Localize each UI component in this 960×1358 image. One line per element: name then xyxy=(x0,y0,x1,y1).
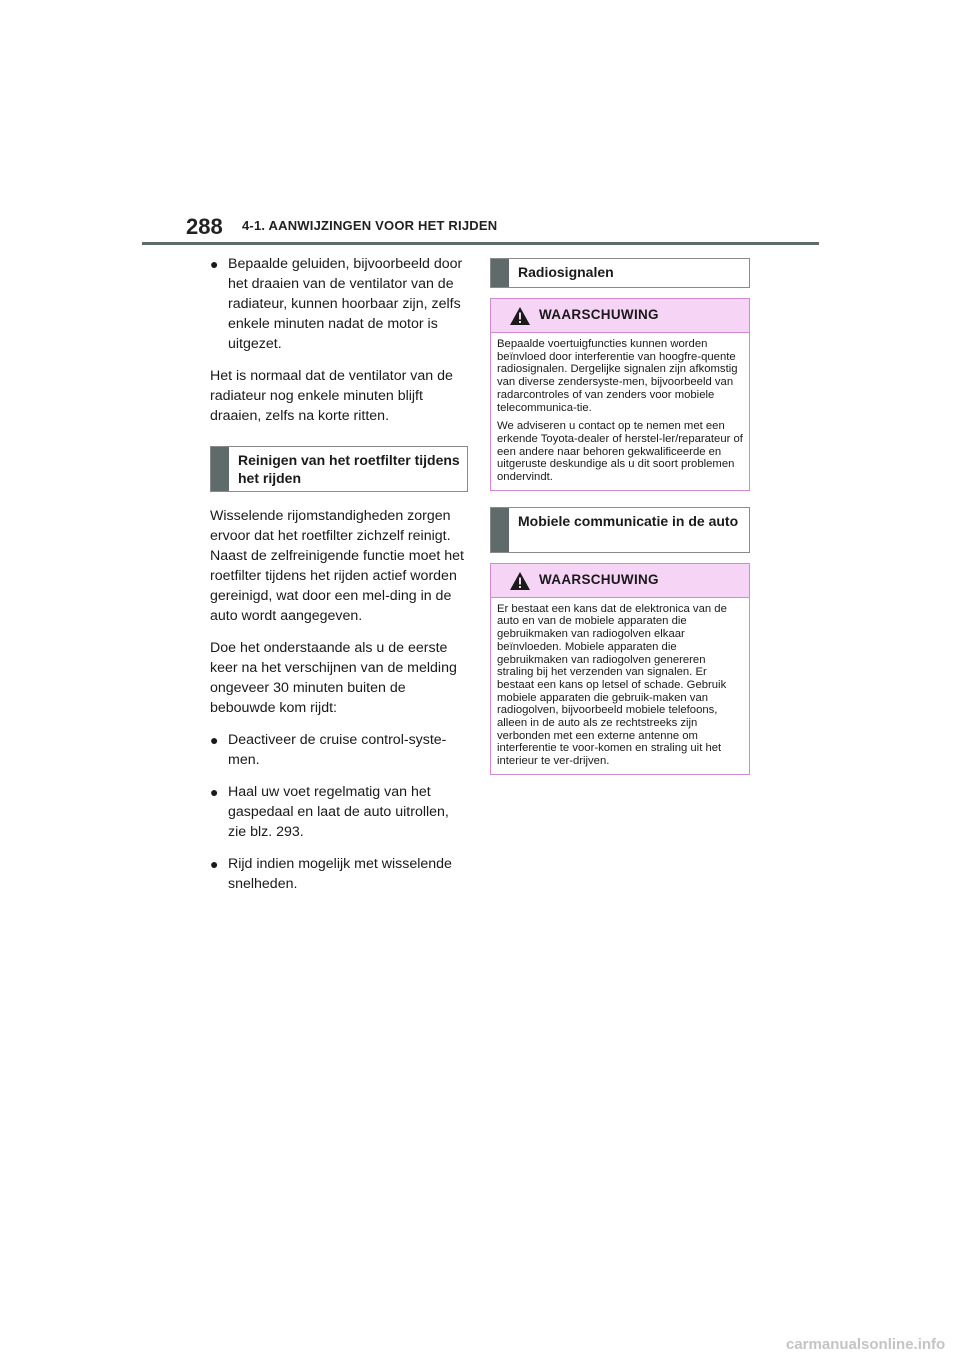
subheading-bar xyxy=(211,447,229,491)
subheading-bar xyxy=(491,508,509,552)
subheading-label: Reinigen van het roetfilter tijdens het rijden xyxy=(238,452,460,486)
bullet-text: Deactiveer de cruise control-syste-men. xyxy=(228,732,447,768)
bullet-icon: ● xyxy=(210,784,219,800)
warning-paragraph: Er bestaat een kans dat de elektronica van de auto en van de mobiele apparaten die gebruikmaken van radiogolven elkaar beïnvloeden. Mobiele apparaten die gebruikmaken van radiogolven genereren straling bij het verzenden van signalen. Er bestaat een kans op letsel of schade. Gebruik mobiele apparaten die gebruik-maken van radiogolven, bijvoorbeeld mobiele telefoons, alleen in de auto als ze rechtstreeks zijn verbonden met een externe antenne om interferentie te voor-komen en straling uit het interieur te ver-drijven. xyxy=(497,602,727,768)
bullet-icon: ● xyxy=(210,856,219,872)
warning-triangle-icon xyxy=(509,571,531,591)
warning-paragraph: We adviseren u contact op te nemen met een erkende Toyota-dealer of herstel-ler/reparateur of een andere naar behoren gekwalificeerde en uitgeruste deskundige als u dit soort problemen ondervindt. xyxy=(497,420,743,484)
right-column xyxy=(490,258,750,775)
warning-box xyxy=(490,298,750,491)
list-item xyxy=(210,854,468,894)
bullet-text: Rijd indien mogelijk met wisselende snelheden. xyxy=(228,856,452,892)
body-paragraph: Wisselende rijomstandigheden zorgen ervoor dat het roetfilter zichzelf reinigt. Naast de zelfreinigende functie moet het roetfilter tijdens het rijden actief worden gereinigd, wat door een mel-ding in de auto wordt aangegeven. xyxy=(210,508,464,624)
watermark: carmanualsonline.info xyxy=(786,1336,946,1353)
warning-body xyxy=(491,333,749,490)
section-title: 4-1. AANWIJZINGEN VOOR HET RIJDEN xyxy=(242,218,498,233)
subheading-radiosignalen xyxy=(490,258,750,288)
warning-triangle-icon xyxy=(509,306,531,326)
warning-header xyxy=(491,564,749,598)
subheading-bar xyxy=(491,259,509,287)
list-item xyxy=(210,254,468,354)
left-column xyxy=(210,254,468,906)
bullet-text: Bepaalde geluiden, bijvoorbeeld door het draaien van de ventilator van de radiateur, kunnen hoorbaar zijn, zelfs enkele minuten nadat de motor is uitgezet. xyxy=(228,256,463,352)
body-paragraph: Het is normaal dat de ventilator van de radiateur nog enkele minuten blijft draaien, zelfs na korte ritten. xyxy=(210,368,453,424)
bullet-text: Haal uw voet regelmatig van het gaspedaal en laat de auto uitrollen, zie blz. 293. xyxy=(228,784,449,840)
list-item xyxy=(210,730,468,770)
subheading-label: Radiosignalen xyxy=(518,264,614,280)
bullet-icon: ● xyxy=(210,256,219,272)
page-number: 288 xyxy=(186,214,223,239)
warning-box xyxy=(490,563,750,775)
warning-body xyxy=(491,598,749,774)
bullet-icon: ● xyxy=(210,732,219,748)
warning-title: WAARSCHUWING xyxy=(539,571,659,587)
header-rule xyxy=(142,242,819,245)
warning-title: WAARSCHUWING xyxy=(539,307,659,322)
warning-paragraph: Bepaalde voertuigfuncties kunnen worden beïnvloed door interferentie van hoogfre-quente radiosignalen. Dergelijke signalen zijn afkomstig van diverse zendersyste-men, bijvoorbeeld van radarcontroles of van zenders voor mobiele telecommunica-tie. xyxy=(497,338,738,414)
subheading-roetfilter xyxy=(210,446,468,492)
subheading-mobiele-communicatie xyxy=(490,507,750,553)
warning-header xyxy=(491,299,749,333)
subheading-label: Mobiele communicatie in de auto xyxy=(518,512,739,529)
list-item xyxy=(210,782,468,842)
body-paragraph: Doe het onderstaande als u de eerste keer na het verschijnen van de melding ongeveer 30 minuten buiten de bebouwde kom rijdt: xyxy=(210,640,457,716)
